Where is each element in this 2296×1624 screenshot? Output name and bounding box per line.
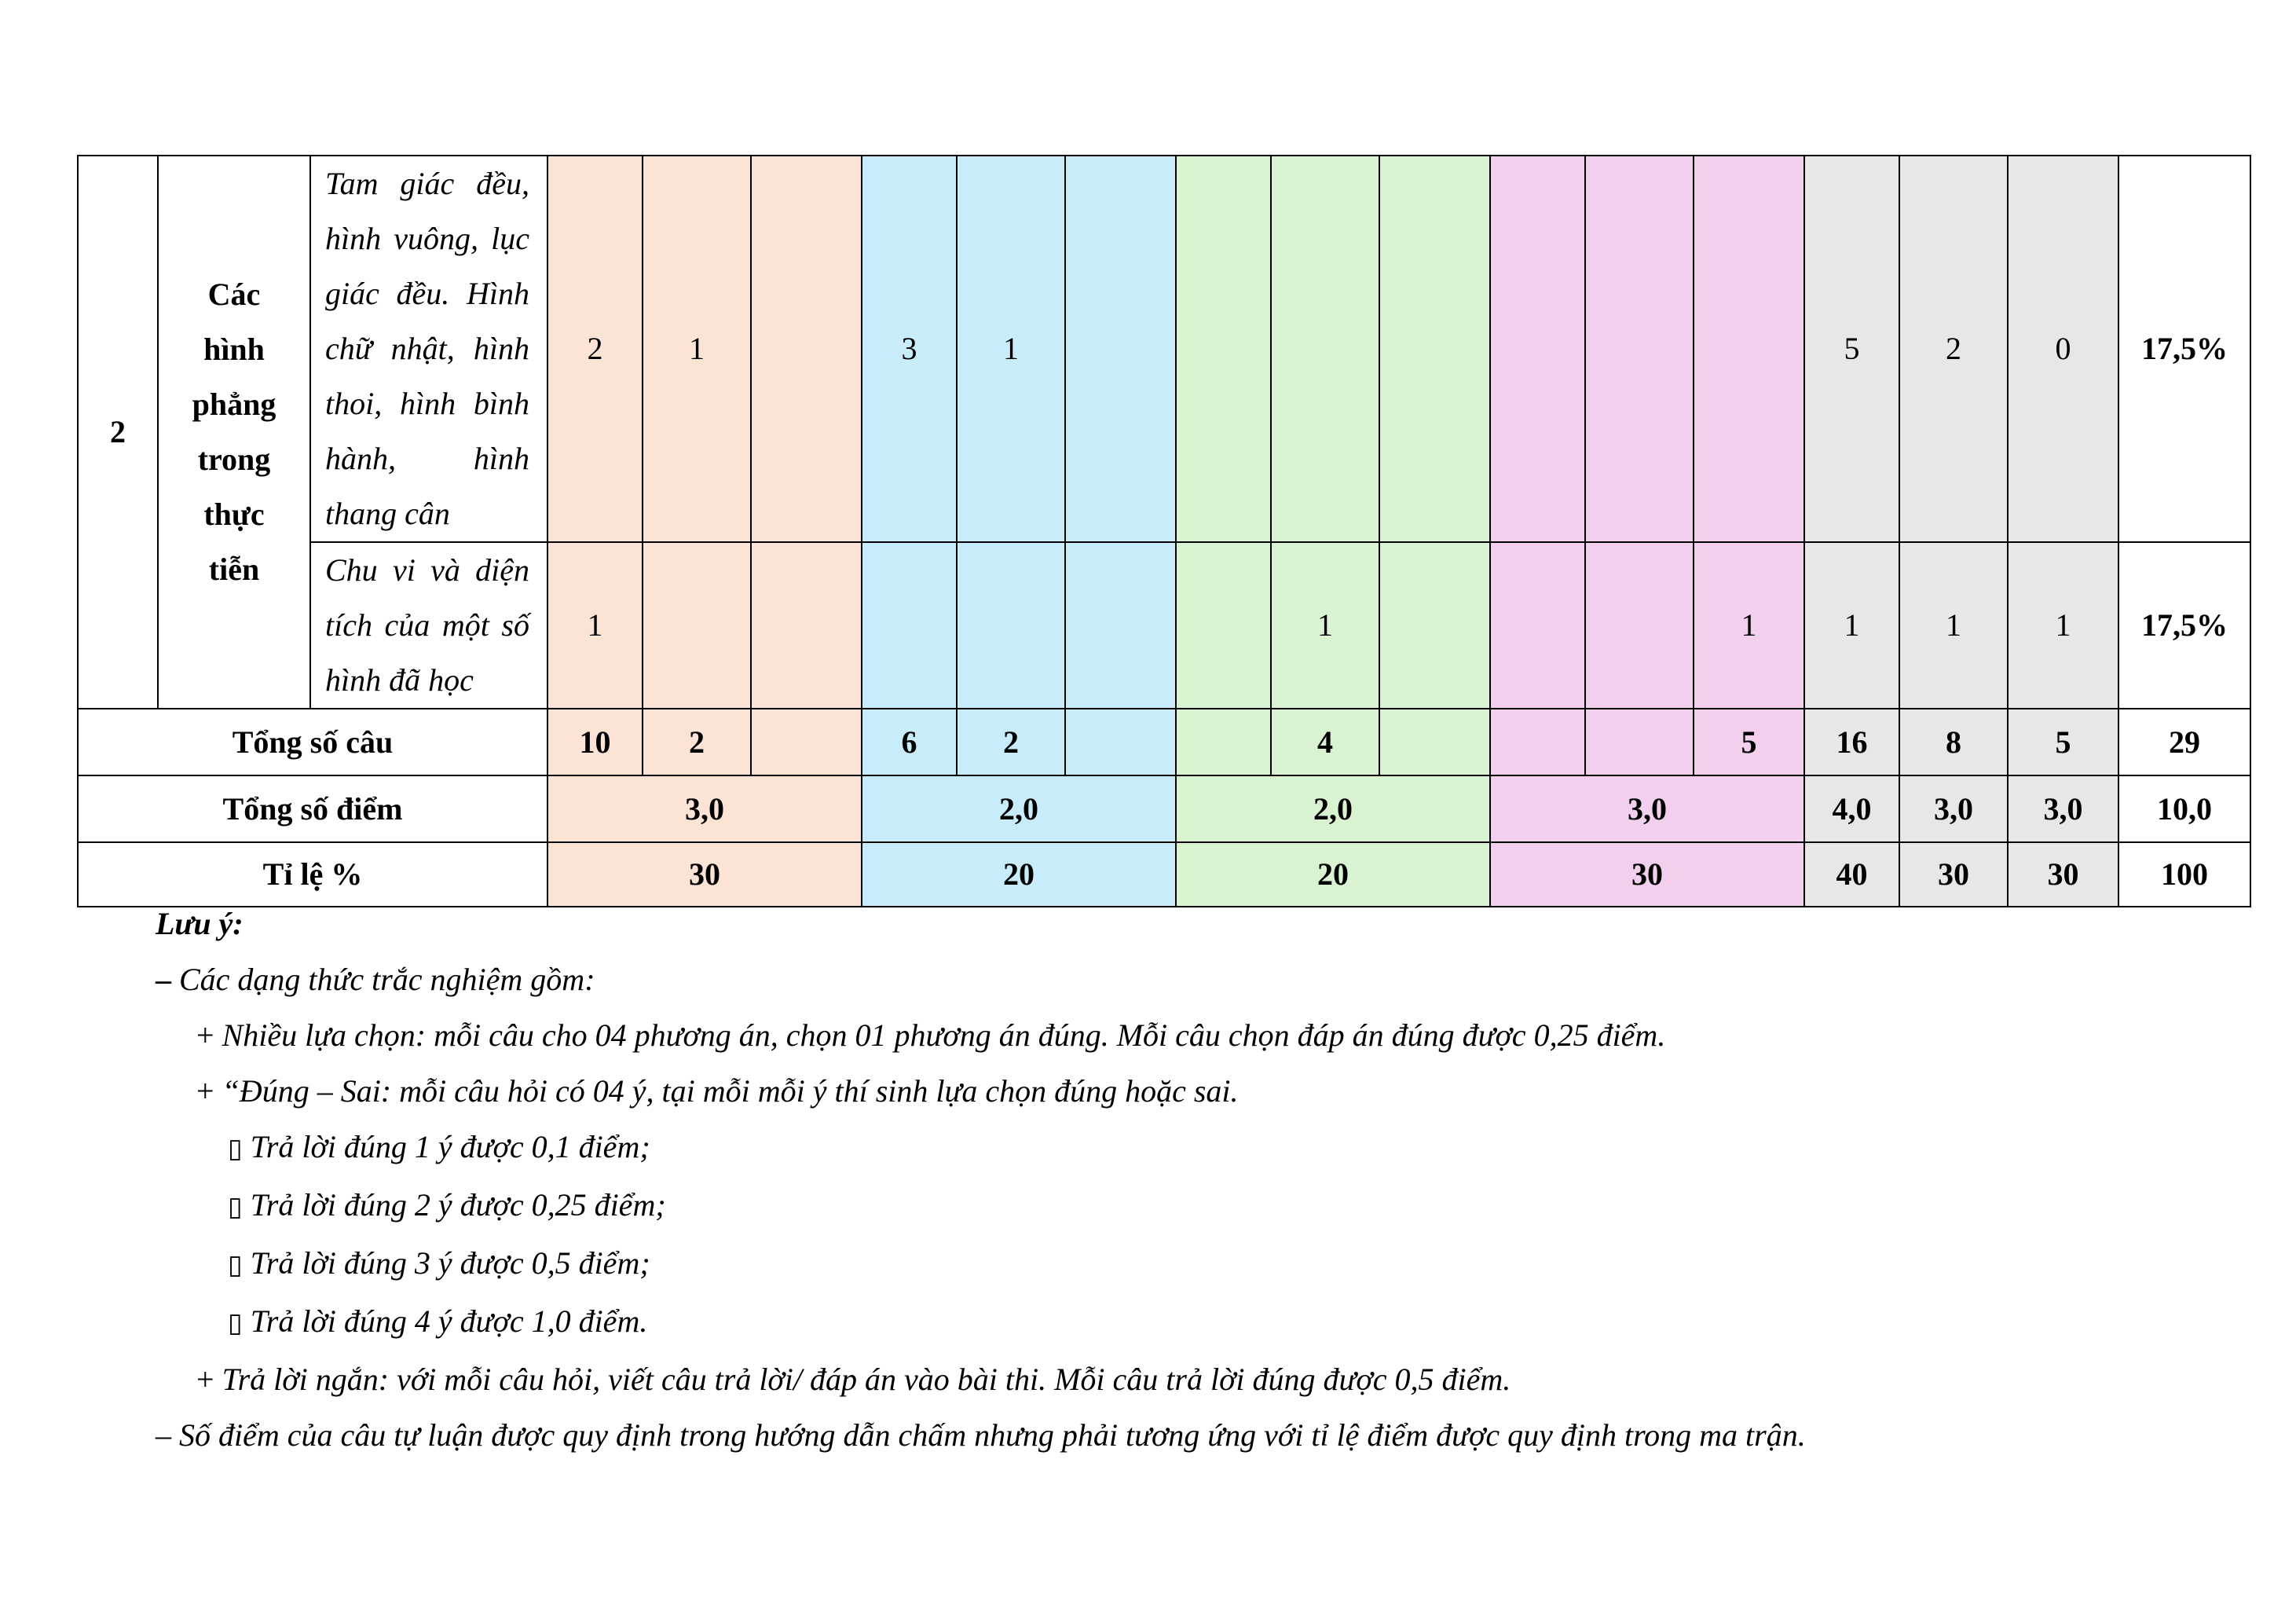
table-cell: 8 — [1899, 709, 2008, 775]
table-cell: 20 — [862, 842, 1176, 907]
table-cell: 3 — [862, 156, 957, 542]
short-answer-text: Trả lời ngắn: với mỗi câu hỏi, viết câu trả lời/ đáp án vào bài thi. Mỗi câu trả lời đúng được 0,5 điểm. — [214, 1362, 1511, 1397]
table-cell — [1271, 156, 1379, 542]
table-cell: 1 — [1804, 542, 1899, 709]
table-cell: 10 — [547, 709, 643, 775]
tf-item-text: Trả lời đúng 3 ý được 0,5 điểm; — [242, 1245, 650, 1281]
table-cell: 40 — [1804, 842, 1899, 907]
table-cell — [751, 156, 862, 542]
tf-item-line — [156, 1177, 2229, 1235]
table-cell: 2 — [643, 709, 751, 775]
table-cell — [1379, 156, 1490, 542]
table-row — [78, 156, 2250, 542]
table-cell — [751, 709, 862, 775]
tf-item-line — [156, 1119, 2229, 1177]
box-bullet-icon: ▯ — [228, 1249, 243, 1281]
table-cell: 2,0 — [1176, 775, 1490, 842]
table-cell: 5 — [2008, 709, 2118, 775]
table-cell — [1490, 709, 1585, 775]
table-cell — [1176, 156, 1271, 542]
notes-section — [156, 896, 2229, 1463]
table-cell: 1 — [957, 156, 1065, 542]
total-points-sum: 10,0 — [2118, 775, 2250, 842]
ratio-sum: 100 — [2118, 842, 2250, 907]
notes-title-line — [156, 896, 2229, 951]
assessment-matrix-table — [77, 155, 2251, 907]
table-cell — [643, 542, 751, 709]
table-cell — [1176, 709, 1271, 775]
true-false-text: “Đúng – Sai: mỗi câu hỏi có 04 ý, tại mỗi mỗi ý thí sinh lựa chọn đúng hoặc sai. — [214, 1073, 1239, 1109]
table-cell: 1 — [1271, 542, 1379, 709]
plus-bullet: + — [196, 1073, 214, 1109]
table-cell — [957, 542, 1065, 709]
table-cell — [1176, 542, 1271, 709]
table-cell: 4,0 — [1804, 775, 1899, 842]
notes-title: Lưu ý: — [156, 906, 244, 941]
total-questions-sum: 29 — [2118, 709, 2250, 775]
total-points-label: Tổng số điểm — [78, 775, 547, 842]
box-bullet-icon: ▯ — [228, 1133, 243, 1164]
table-cell: 5 — [1694, 709, 1804, 775]
table-cell — [751, 542, 862, 709]
table-cell — [1065, 156, 1176, 542]
essay-line — [156, 1407, 2229, 1463]
table-cell: 1 — [1694, 542, 1804, 709]
table-cell — [1490, 542, 1585, 709]
table-cell: 3,0 — [1490, 775, 1804, 842]
table-cell: 3,0 — [547, 775, 862, 842]
table-cell: 2 — [957, 709, 1065, 775]
percent-cell: 17,5% — [2118, 542, 2250, 709]
box-bullet-icon: ▯ — [228, 1307, 243, 1339]
lesson-content: Tam giác đều, hình vuông, lục giác đều. Hình chữ nhật, hình thoi, hình bình hành, hình thang cân — [310, 156, 547, 542]
table-cell — [1694, 156, 1804, 542]
box-bullet-icon: ▯ — [228, 1191, 243, 1223]
table-cell: 2 — [1899, 156, 2008, 542]
table-cell — [1585, 709, 1694, 775]
multiple-choice-text: Nhiều lựa chọn: mỗi câu cho 04 phương án, chọn 01 phương án đúng. Mỗi câu chọn đáp án đúng được 0,25 điểm. — [214, 1017, 1666, 1053]
table-cell — [1065, 709, 1176, 775]
multiple-choice-line — [156, 1007, 2229, 1063]
short-answer-line — [156, 1351, 2229, 1407]
table-cell: 6 — [862, 709, 957, 775]
tf-item-line — [156, 1235, 2229, 1293]
table-cell — [862, 542, 957, 709]
essay-text: Số điểm của câu tự luận được quy định trong hướng dẫn chấm nhưng phải tương ứng với tỉ lệ điểm được quy định trong ma trận. — [171, 1417, 1806, 1453]
topic-number: 2 — [78, 156, 158, 709]
total-questions-label: Tổng số câu — [78, 709, 547, 775]
tf-item-text: Trả lời đúng 2 ý được 0,25 điểm; — [242, 1187, 666, 1223]
table-cell — [1379, 542, 1490, 709]
table-cell — [1379, 709, 1490, 775]
total-points-row — [78, 775, 2250, 842]
table-cell: 2,0 — [862, 775, 1176, 842]
table-cell: 3,0 — [2008, 775, 2118, 842]
table-cell — [1490, 156, 1585, 542]
table-cell: 30 — [1490, 842, 1804, 907]
table-cell: 2 — [547, 156, 643, 542]
table-cell: 1 — [643, 156, 751, 542]
notes-intro: Các dạng thức trắc nghiệm gồm: — [171, 962, 595, 997]
table-cell: 1 — [1899, 542, 2008, 709]
tf-item-text: Trả lời đúng 1 ý được 0,1 điểm; — [242, 1129, 650, 1164]
dash-bullet: – — [156, 962, 171, 997]
ratio-label: Tỉ lệ % — [78, 842, 547, 907]
table-cell: 16 — [1804, 709, 1899, 775]
table-cell: 30 — [547, 842, 862, 907]
dash-bullet: – — [156, 1417, 171, 1453]
table-cell: 0 — [2008, 156, 2118, 542]
table-cell: 20 — [1176, 842, 1490, 907]
table-cell — [1065, 542, 1176, 709]
plus-bullet: + — [196, 1017, 214, 1053]
tf-item-text: Trả lời đúng 4 ý được 1,0 điểm. — [242, 1303, 648, 1339]
total-questions-row — [78, 709, 2250, 775]
topic-name: Các hình phẳng trong thực tiễn — [158, 156, 310, 709]
lesson-content: Chu vi và diện tích của một số hình đã học — [310, 542, 547, 709]
table-cell: 30 — [1899, 842, 2008, 907]
table-cell: 1 — [547, 542, 643, 709]
table-cell: 30 — [2008, 842, 2118, 907]
percent-cell: 17,5% — [2118, 156, 2250, 542]
table-cell: 3,0 — [1899, 775, 2008, 842]
table-row — [78, 542, 2250, 709]
table-cell: 1 — [2008, 542, 2118, 709]
true-false-line — [156, 1063, 2229, 1119]
tf-item-line — [156, 1293, 2229, 1351]
table-cell: 5 — [1804, 156, 1899, 542]
table-cell — [1585, 542, 1694, 709]
notes-intro-line — [156, 951, 2229, 1007]
plus-bullet: + — [196, 1362, 214, 1397]
table-cell — [1585, 156, 1694, 542]
table-cell: 4 — [1271, 709, 1379, 775]
